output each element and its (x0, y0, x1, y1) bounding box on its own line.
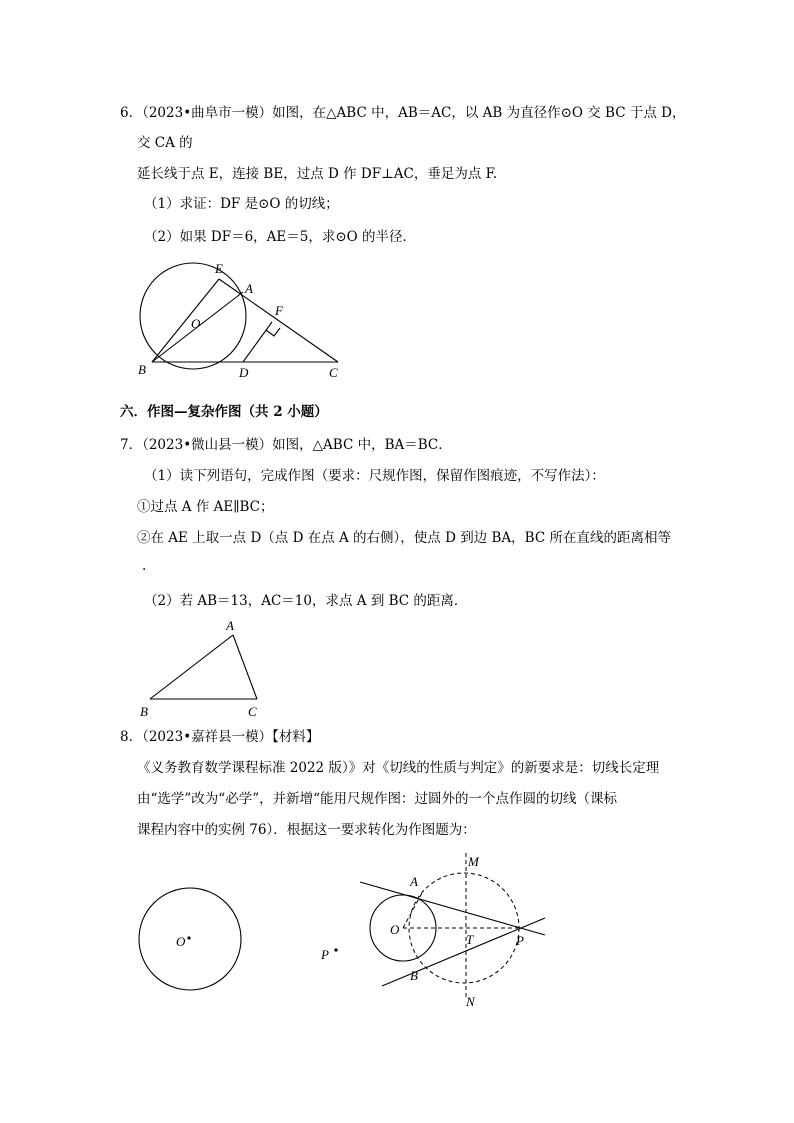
q7-step-1: ①过点 A 作 AE∥BC； (137, 499, 274, 515)
q6-label-F: F (275, 303, 283, 318)
q6-line-1: 6．（2023•曲阜市一模）如图，在△ABC 中，AB＝AC，以 AB 为直径作⊙O 交 BC 于点 D， (120, 105, 686, 121)
q8-right-label-N: N (466, 994, 475, 1009)
q7-line-1: 7．（2023•微山县一模）如图，△ABC 中，BA＝BC． (120, 437, 452, 453)
q7-label-B: B (140, 704, 148, 719)
q6-label-D: D (239, 365, 249, 380)
q7-part-2: （2）若 AB＝13，AC＝10，求点 A 到 BC 的距离． (144, 593, 468, 609)
q6-label-O: O (191, 316, 201, 331)
q8-left-label-P: P (321, 947, 329, 962)
q6-part-1: （1）求证：DF 是⊙O 的切线； (144, 196, 339, 212)
section-heading: 六．作图—复杂作图（共 2 小题） (120, 404, 328, 420)
q6-label-A: A (245, 281, 253, 296)
q8-line-2: 《义务教育数学课程标准 2022 版）》对《切线的性质与判定》的新要求是：切线长定理 (137, 760, 660, 776)
q7-label-C: C (248, 704, 257, 719)
q7-label-A: A (226, 618, 234, 633)
q6-label-E: E (215, 261, 223, 276)
q6-line-2: 交 CA 的 (137, 135, 193, 151)
q8-right-label-B: B (410, 968, 418, 983)
q8-line-3: 由“选学”改为“必学”，并新增“能用尺规作图：过圆外的一个点作圆的切线（课标 (137, 791, 618, 807)
q8-right-label-O: O (390, 922, 400, 937)
q8-right-label-P: P (516, 933, 524, 948)
q8-left-label-O: O (176, 934, 186, 949)
q6-label-B: B (138, 362, 146, 377)
q8-right-label-M: M (468, 854, 479, 869)
q8-right-label-T: T (466, 932, 474, 947)
q8-right-label-A: A (410, 874, 418, 889)
q6-label-C: C (329, 365, 338, 380)
q7-part-1: （1）读下列语句，完成作图（要求：尺规作图，保留作图痕迹，不写作法）： (144, 468, 605, 484)
q8-line-1: 8．（2023•嘉祥县一模）【材料】 (120, 729, 320, 745)
q7-step-2-end: . (142, 558, 147, 574)
q6-line-3: 延长线于点 E，连接 BE，过点 D 作 DF⊥AC，垂足为点 F. (137, 166, 498, 182)
q7-step-2: ②在 AE 上取一点 D（点 D 在点 A 的右侧），使点 D 到边 BA，BC 所在直线的距离相等 (137, 530, 671, 546)
q6-part-2: （2）如果 DF＝6，AE＝5，求⊙O 的半径． (144, 229, 417, 245)
q8-line-4: 课程内容中的实例 76）．根据这一要求转化为作图题为： (137, 822, 476, 838)
